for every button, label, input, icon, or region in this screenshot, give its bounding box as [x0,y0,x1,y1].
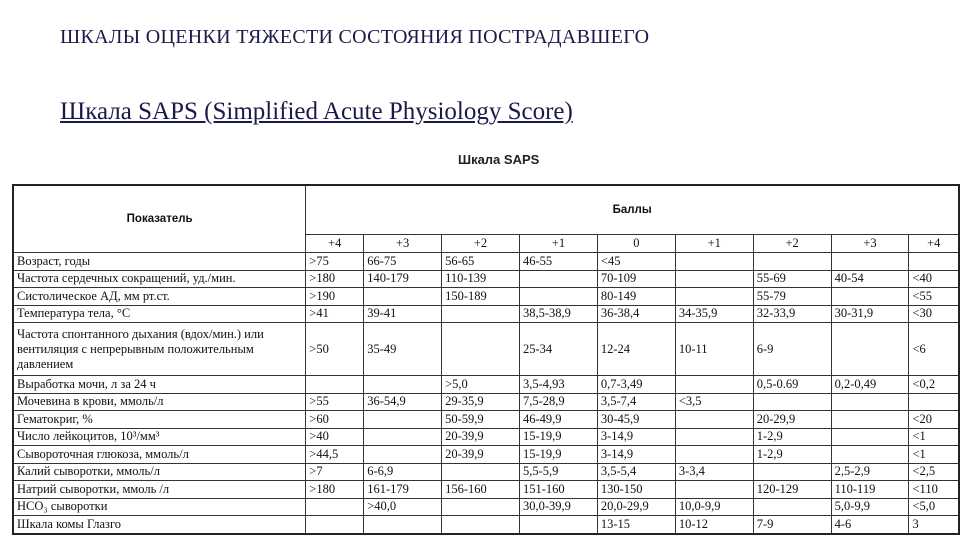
score-cell: 7,5-28,9 [519,393,597,411]
score-cell: 38,5-38,9 [519,305,597,323]
table-row [13,288,959,306]
score-cell: 13-15 [597,516,675,534]
score-cell [753,463,831,481]
indicator-label: Частота сердечных сокращений, уд./мин. [13,270,306,288]
score-cell [364,428,442,446]
score-cell: 46-55 [519,253,597,271]
table-row [13,411,959,429]
score-cell: >190 [306,288,364,306]
score-cell [675,376,753,394]
score-column-header: +1 [675,235,753,253]
score-cell: <5,0 [909,498,959,516]
score-cell: 3-14,9 [597,446,675,464]
table-row [13,463,959,481]
table-row [13,446,959,464]
score-cell [831,253,909,271]
score-cell [442,498,520,516]
score-cell: >75 [306,253,364,271]
score-cell [753,253,831,271]
points-header: Баллы [306,185,959,235]
score-cell: 10-11 [675,323,753,376]
score-cell: 29-35,9 [442,393,520,411]
score-cell: >41 [306,305,364,323]
table-row [13,253,959,271]
score-cell [364,516,442,534]
indicator-label: Гематокриг, % [13,411,306,429]
score-cell [909,253,959,271]
score-cell: <40 [909,270,959,288]
score-cell [306,516,364,534]
score-cell: <0,2 [909,376,959,394]
score-cell: 50-59,9 [442,411,520,429]
score-cell: 0,5-0.69 [753,376,831,394]
score-cell: 161-179 [364,481,442,499]
indicator-label: НСО₃ сыворотки [13,498,306,516]
score-cell: 5,5-5,9 [519,463,597,481]
score-cell: 36-54,9 [364,393,442,411]
table-row [13,481,959,499]
indicator-label: Температура тела, °С [13,305,306,323]
score-cell: 156-160 [442,481,520,499]
score-cell: 15-19,9 [519,446,597,464]
score-cell: >180 [306,481,364,499]
score-cell [675,411,753,429]
indicator-label: Систолическое АД, мм рт.ст. [13,288,306,306]
score-cell: 30-31,9 [831,305,909,323]
table-row [13,270,959,288]
score-cell: 70-109 [597,270,675,288]
score-cell [306,498,364,516]
score-cell [306,376,364,394]
score-cell [364,446,442,464]
indicator-label: Калий сыворотки, ммоль/л [13,463,306,481]
score-cell: 6-9 [753,323,831,376]
page-title: ШКАЛЫ ОЦЕНКИ ТЯЖЕСТИ СОСТОЯНИЯ ПОСТРАДАВШЕГО [60,26,650,48]
score-cell [831,393,909,411]
score-cell: 7-9 [753,516,831,534]
score-cell [364,288,442,306]
indicator-label: Натрий сыворотки, ммоль /л [13,481,306,499]
indicator-label: Сывороточная глюкоза, ммоль/л [13,446,306,464]
score-cell [442,516,520,534]
score-cell: 3-3,4 [675,463,753,481]
score-cell [519,516,597,534]
score-cell [442,323,520,376]
score-cell: 3 [909,516,959,534]
score-column-header: +2 [442,235,520,253]
score-cell: 3,5-5,4 [597,463,675,481]
score-cell [831,288,909,306]
score-cell [753,498,831,516]
score-cell: 3,5-4,93 [519,376,597,394]
score-cell: 34-35,9 [675,305,753,323]
score-cell: >5,0 [442,376,520,394]
score-cell: 66-75 [364,253,442,271]
score-column-header: +2 [753,235,831,253]
score-cell: 30-45,9 [597,411,675,429]
score-cell: 46-49,9 [519,411,597,429]
saps-body [13,253,959,534]
table-row [13,393,959,411]
score-cell: 6-6,9 [364,463,442,481]
score-cell: 36-38,4 [597,305,675,323]
score-cell: <20 [909,411,959,429]
score-cell: <110 [909,481,959,499]
score-cell [675,446,753,464]
table-row [13,376,959,394]
score-cell: 10-12 [675,516,753,534]
indicator-label: Частота спонтанного дыхания (вдох/мин.) или вентиляция с непрерывным положительным давлением [13,323,306,376]
saps-table [12,184,960,535]
table-row [13,498,959,516]
score-cell: 32-33,9 [753,305,831,323]
score-cell: 10,0-9,9 [675,498,753,516]
score-column-header: 0 [597,235,675,253]
score-cell: <30 [909,305,959,323]
score-cell: >55 [306,393,364,411]
score-cell: <55 [909,288,959,306]
score-cell: 151-160 [519,481,597,499]
score-cell: <3,5 [675,393,753,411]
score-cell: >60 [306,411,364,429]
score-column-header: +4 [306,235,364,253]
score-cell: 80-149 [597,288,675,306]
score-cell: 120-129 [753,481,831,499]
page-subtitle: Шкала SAPS (Simplified Acute Physiology Score) [60,98,573,125]
score-cell: 35-49 [364,323,442,376]
score-cell: 2,5-2,9 [831,463,909,481]
score-cell: >40,0 [364,498,442,516]
score-cell [909,393,959,411]
score-cell [831,411,909,429]
score-cell: 55-69 [753,270,831,288]
score-cell [364,376,442,394]
score-cell: 1-2,9 [753,428,831,446]
score-cell: 39-41 [364,305,442,323]
score-cell: >40 [306,428,364,446]
score-cell: 0,2-0,49 [831,376,909,394]
table-caption: Шкала SAPS [458,152,540,167]
score-cell: 55-79 [753,288,831,306]
score-cell: 20-39,9 [442,446,520,464]
score-cell: 40-54 [831,270,909,288]
score-cell [519,288,597,306]
score-cell: 15-19,9 [519,428,597,446]
indicator-header: Показатель [13,185,306,253]
score-cell: 3,5-7,4 [597,393,675,411]
score-cell [831,323,909,376]
score-cell: 150-189 [442,288,520,306]
score-cell: >50 [306,323,364,376]
score-cell: 20,0-29,9 [597,498,675,516]
score-cell: 20-39,9 [442,428,520,446]
score-cell: 110-139 [442,270,520,288]
score-cell [442,463,520,481]
score-cell [675,270,753,288]
table-row [13,516,959,534]
score-column-header: +4 [909,235,959,253]
score-column-header: +1 [519,235,597,253]
score-cell [675,288,753,306]
score-cell: 12-24 [597,323,675,376]
score-cell: 56-65 [442,253,520,271]
table-row [13,323,959,376]
score-cell: >180 [306,270,364,288]
score-cell: <1 [909,428,959,446]
score-cell: 110-119 [831,481,909,499]
score-cell: 25-34 [519,323,597,376]
score-cell: <2,5 [909,463,959,481]
score-cell: >7 [306,463,364,481]
score-cell: 5,0-9,9 [831,498,909,516]
indicator-label: Число лейкоцитов, 10³/мм³ [13,428,306,446]
score-cell [675,428,753,446]
indicator-label: Шкала комы Глазго [13,516,306,534]
score-cell [442,305,520,323]
score-cell: 0,7-3,49 [597,376,675,394]
score-cell [831,446,909,464]
score-cell: 130-150 [597,481,675,499]
score-cell [831,428,909,446]
score-cell: 20-29,9 [753,411,831,429]
score-column-header: +3 [364,235,442,253]
score-column-header: +3 [831,235,909,253]
score-cell: <1 [909,446,959,464]
score-cell: <6 [909,323,959,376]
table-row [13,428,959,446]
score-cell [364,411,442,429]
indicator-label: Возраст, годы [13,253,306,271]
score-cell: 140-179 [364,270,442,288]
indicator-label: Мочевина в крови, ммоль/л [13,393,306,411]
score-cell: 30,0-39,9 [519,498,597,516]
score-cell [675,481,753,499]
table-row [13,305,959,323]
score-cell [519,270,597,288]
score-cell [753,393,831,411]
score-cell [675,253,753,271]
score-cell: 1-2,9 [753,446,831,464]
score-cell: <45 [597,253,675,271]
score-cell: >44,5 [306,446,364,464]
indicator-label: Выработка мочи, л за 24 ч [13,376,306,394]
score-cell: 3-14,9 [597,428,675,446]
score-cell: 4-6 [831,516,909,534]
